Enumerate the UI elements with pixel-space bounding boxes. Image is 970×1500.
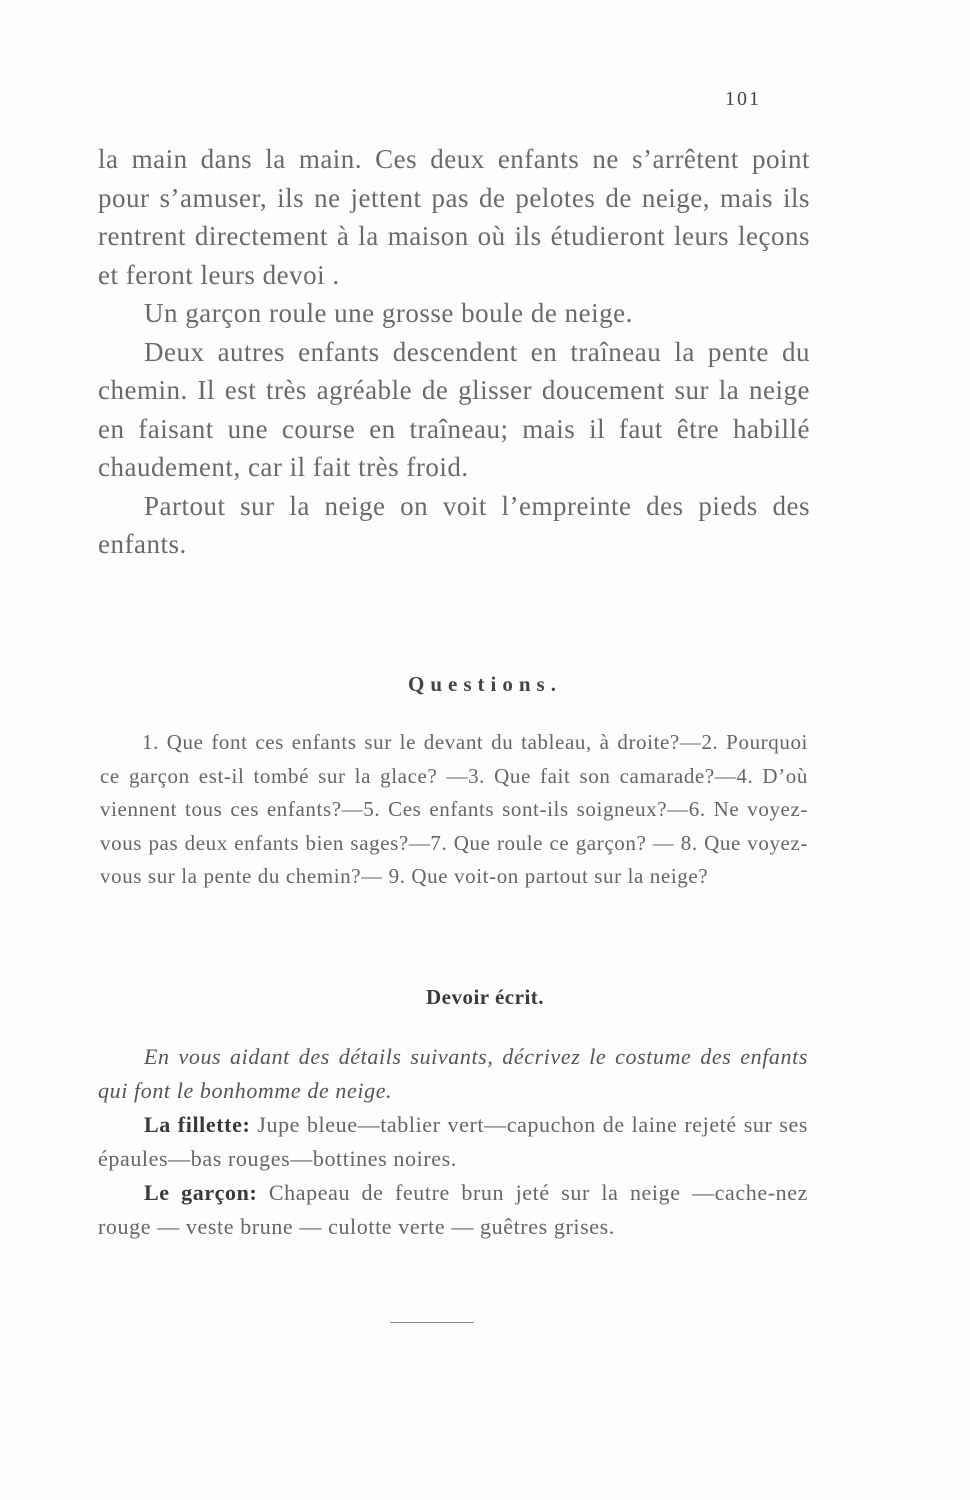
end-rule (390, 1322, 474, 1323)
garcon-paragraph (98, 1176, 808, 1244)
questions-text: 1. Que font ces enfants sur le devant du tableau, à droite?—2. Pourquoi ce garçon est-il tombé sur la glace? —3. Que fait son camarade?—4. D’où viennent tous ces enfants?—5. Ces enfants sont-ils soigneux?—6. Ne voyez-vous pas deux enfants bien sages?—7. Que roule ce garçon? — 8. Que voyez-vous sur la pente du chemin?— 9. Que voit-on partout sur la neige? (100, 730, 808, 888)
questions-heading: Questions. (408, 672, 562, 696)
devoir-instruction: En vous aidant des détails suivants, décrivez le costume des enfants qui font le bonhomme de neige. (98, 1044, 808, 1103)
page-number: 101 (725, 88, 761, 110)
paragraph: Partout sur la neige on voit l’empreinte des pieds des enfants. (98, 490, 810, 559)
fillette-paragraph (98, 1108, 808, 1176)
garcon-label: Le garçon: (144, 1180, 258, 1205)
devoir-section (98, 1040, 808, 1244)
fillette-label: La fillette: (144, 1112, 251, 1137)
paragraph: la main dans la main. Ces deux enfants ne s’arrêtent point pour s’amuser, ils ne jettent pas de pelotes de neige, mais ils rentrent directement à la maison où ils étudieront leurs leçons et feront leurs devoi . (98, 144, 810, 290)
garcon-text: Chapeau de feutre brun jeté sur la neige —cache-nez rouge — veste brune — culotte verte — guêtres grises. (98, 1180, 808, 1239)
body-text (98, 140, 810, 564)
devoir-heading: Devoir écrit. (425, 985, 545, 1009)
questions-section (100, 726, 808, 894)
fillette-text: Jupe bleue—tablier vert—capuchon de laine rejeté sur ses épaules—bas rouges—bottines noires. (98, 1112, 808, 1171)
paragraph: Un garçon roule une grosse boule de neige. (144, 298, 633, 328)
paragraph: Deux autres enfants descendent en traîneau la pente du chemin. Il est très agréable de glisser doucement sur la neige en faisant une course en traîneau; mais il faut être habillé chaudement, car il fait très froid. (98, 336, 810, 482)
